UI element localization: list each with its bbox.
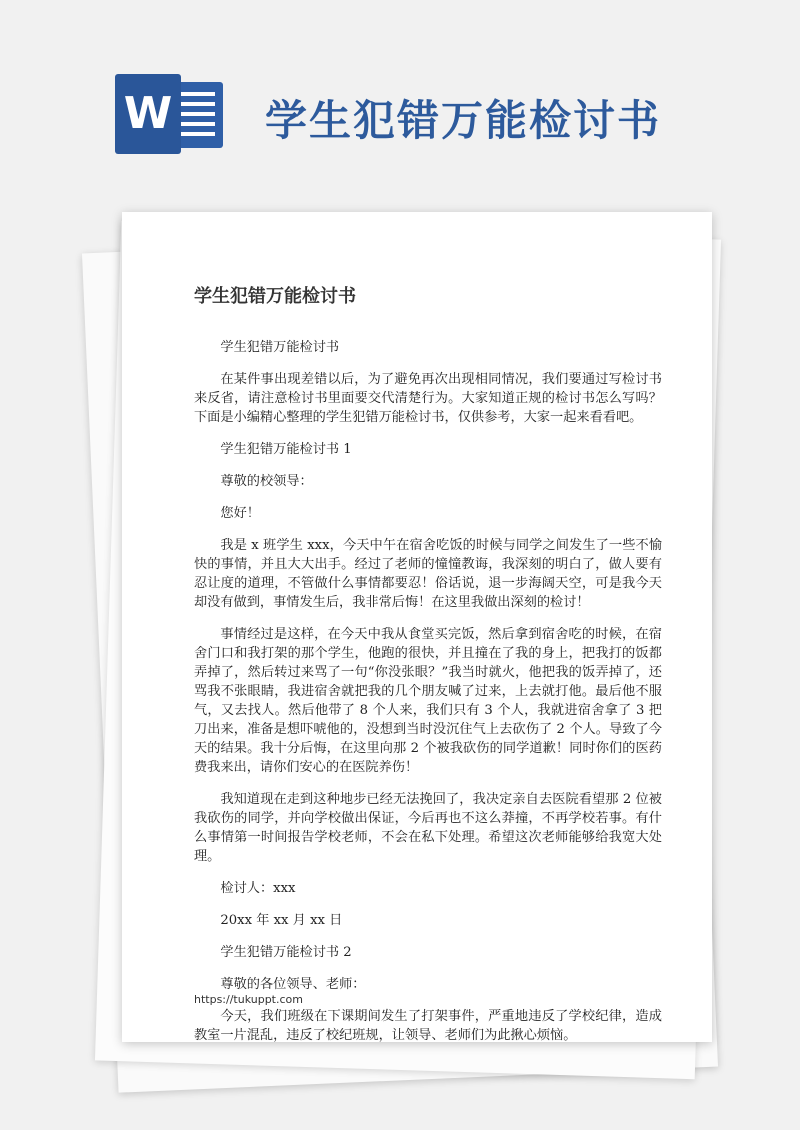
paragraph: 在某件事出现差错以后，为了避免再次出现相同情况，我们要通过写检讨书来反省，请注意检讨书里面要交代清楚行为。大家知道正规的检讨书怎么写吗？下面是小编精心整理的学生犯错万能检讨书，仅供参考，大家一起来看看吧。 [194,372,662,425]
banner-title: 学生犯错万能检讨书 [265,96,662,145]
salutation: 尊敬的各位领导、老师： [220,977,366,992]
word-letter-icon: W [115,74,181,154]
paragraph: 我知道现在走到这种地步已经无法挽回了，我决定亲自去医院看望那 2 位被我砍伤的同学，并向学校做出保证，今后再也不这么莽撞，不再学校若事。有什么事情第一时间报告学校老师，不会在私下处理。希望这次老师能够给我宽大处理。 [194,792,662,864]
paragraph: 我是 x 班学生 xxx，今天中午在宿舍吃饭的时候与同学之间发生了一些不愉快的事情，并且大大出手。经过了老师的憧憧教诲，我深刻的明白了，做人要有忍让度的道理，不管做什么事情都要忍！俗话说，退一步海阔天空，可是我今天却没有做到，事情发生后，我非常后悔！在这里我做出深刻的检讨！ [194,538,662,610]
footer-url: https://tukuppt.com [194,993,303,1006]
paragraph: 事情经过是这样，在今天中我从食堂买完饭，然后拿到宿舍吃的时候，在宿舍门口和我打架的那个学生，他跑的很快，并且撞在了我的身上，把我打的饭都弄掉了，然后转过来骂了一句“你没张眼？”我当时就火，他把我的饭弄掉了，还骂我不张眼睛，我进宿舍就把我的几个朋友喊了过来，上去就打他。最后他不服气，又去找人。然后他带了 8 个人来，我们只有 3 个人，我就进宿舍拿了 3 把刀出来，准备是想吓唬他的，没想到当时没沉住气上去砍伤了 2 个人。导致了今天的结果。我十分后悔，在这里向那 2 个被我砍伤的同学道歉！同时你们的医药费我来出，请你们安心的在医院养伤！ [194,627,662,775]
document-title: 学生犯错万能检讨书 [194,286,356,307]
section-heading: 学生犯错万能检讨书 1 [220,442,352,457]
word-logo-icon [115,70,225,162]
section-heading: 学生犯错万能检讨书 2 [220,945,352,960]
signature: 检讨人：xxx [220,881,296,896]
greeting: 您好！ [220,506,260,521]
document-page [122,212,712,1042]
salutation: 尊敬的校领导： [220,474,313,489]
date-line: 20xx 年 xx 月 xx 日 [220,913,343,928]
paragraph: 今天，我们班级在下课期间发生了打架事件，严重地违反了学校纪律，造成教室一片混乱，违反了校纪班规，让领导、老师们为此揪心烦恼。 [194,1009,662,1043]
paragraph: 学生犯错万能检讨书 [220,340,340,355]
